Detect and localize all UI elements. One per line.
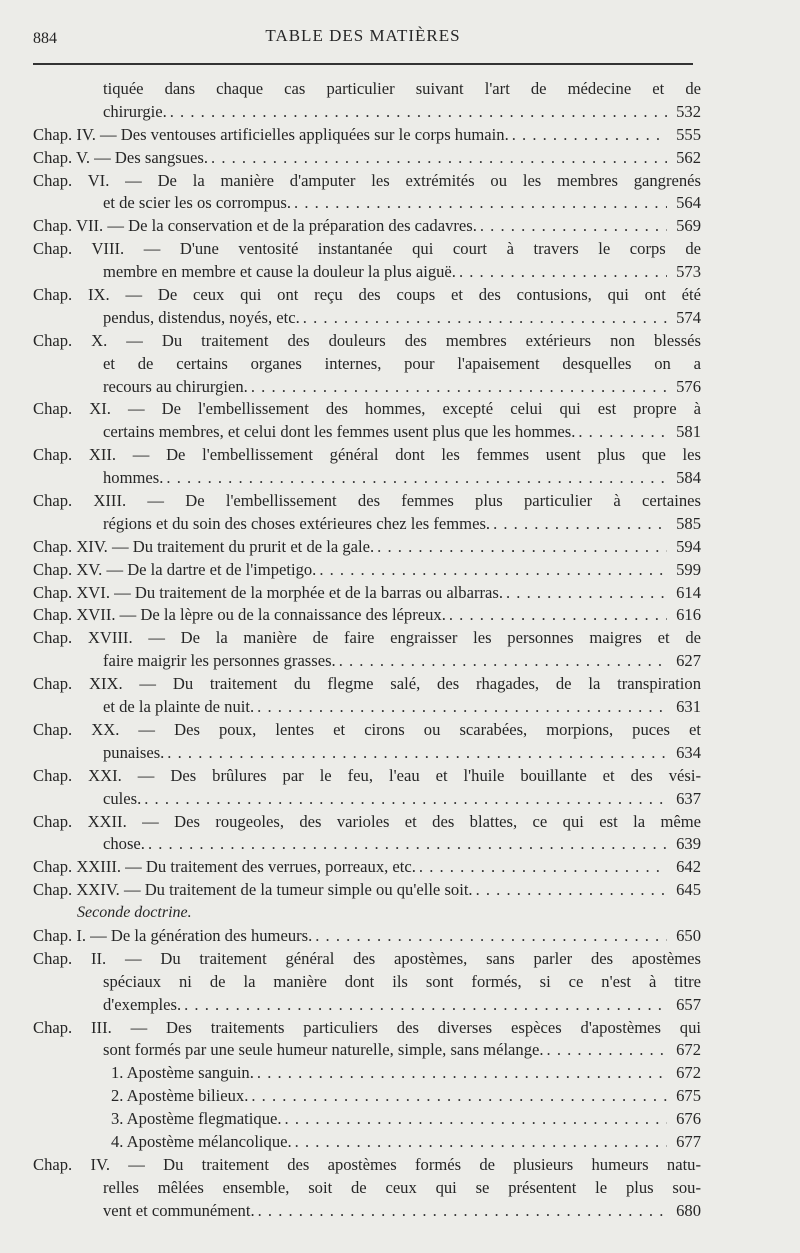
entry-title: 3. Apostème flegmatique. <box>111 1109 282 1129</box>
entry-title: Chap. IV. — Des ventouses artificielles appliquées sur le corps humain. <box>33 124 509 144</box>
entry-title: cules. <box>103 788 142 808</box>
entry-title: et de la plainte de nuit. <box>103 697 255 717</box>
entry-page-number: 564 <box>676 193 701 213</box>
toc-entry <box>33 1085 701 1108</box>
entry-leader-line <box>33 788 701 811</box>
entry-page-number: 584 <box>676 468 701 488</box>
entry-line: Chap. IX. — De ceux qui ont reçu des coups et des contusions, qui ont été <box>33 285 701 305</box>
dot-leader <box>575 421 667 444</box>
dot-leader <box>477 215 667 238</box>
entry-line: Chap. IV. — Du traitement des apostèmes formés de plusieurs humeurs natu- <box>33 1154 701 1174</box>
entry-leader-line <box>33 1085 701 1108</box>
dot-leader <box>446 604 667 627</box>
entry-title: certains membres, et celui dont les femmes usent plus que les hommes. <box>103 422 576 442</box>
entry-line: Chap. II. — Du traitement général des apostèmes, sans parler des apostèmes <box>33 948 701 968</box>
toc-entry <box>33 215 701 238</box>
dot-leader <box>456 261 667 284</box>
entry-page-number: 634 <box>676 742 701 762</box>
entry-title: chose. <box>103 834 145 854</box>
toc-entry <box>33 398 701 444</box>
entry-page-number: 675 <box>676 1086 701 1106</box>
entry-line: Chap. XIX. — Du traitement du flegme salé, des rhagades, de la transpiration <box>33 674 701 694</box>
dot-leader <box>544 1039 667 1062</box>
dot-leader <box>312 925 667 948</box>
entry-title: Chap. XIV. — Du traitement du prurit et de la gale. <box>33 536 375 556</box>
entry-line: Chap. XIII. — De l'embellissement des femmes plus particulier à certaines <box>33 491 701 511</box>
dot-leader <box>509 124 667 147</box>
toc-entry <box>33 238 701 284</box>
entry-leader-line <box>33 696 701 719</box>
dot-leader <box>254 696 667 719</box>
entry-title: et de scier les os corrompus. <box>103 193 292 213</box>
entry-title: punaises. <box>103 742 165 762</box>
entry-page-number: 569 <box>676 216 701 236</box>
entry-leader-line <box>33 833 701 856</box>
entry-page-number: 594 <box>676 536 701 556</box>
entry-leader-line <box>33 1108 701 1131</box>
dot-leader <box>490 513 667 536</box>
entry-leader-line <box>33 467 701 490</box>
entry-leader-line <box>33 650 701 673</box>
entry-leader-line <box>33 925 701 948</box>
entry-leader-line <box>33 261 701 284</box>
entry-leader-line <box>33 1062 701 1085</box>
entry-title: sont formés par une seule humeur naturelle, simple, sans mélange. <box>103 1040 544 1060</box>
entry-leader-line <box>33 879 701 902</box>
entry-leader-line <box>33 1039 701 1062</box>
toc-entry <box>33 536 701 559</box>
entry-title: chirurgie. <box>103 101 167 121</box>
entry-line: et de certains organes internes, pour l'apaisement desquelles on a <box>103 353 701 373</box>
entry-page-number: 657 <box>676 994 701 1014</box>
dot-leader <box>145 833 667 856</box>
toc-entry <box>33 604 701 627</box>
entry-page-number: 672 <box>676 1063 701 1083</box>
entry-line: Chap. XXII. — Des rougeoles, des varioles et des blattes, ce qui est la même <box>33 811 701 831</box>
entry-title: Chap. XV. — De la dartre et de l'impetigo. <box>33 559 317 579</box>
toc-entry <box>33 1131 701 1154</box>
entry-leader-line <box>33 215 701 238</box>
table-of-contents <box>33 78 701 1223</box>
entry-line: Chap. XII. — De l'embellissement général dont les femmes usent plus que les <box>33 445 701 465</box>
entry-leader-line <box>33 856 701 879</box>
entry-leader-line <box>33 101 701 124</box>
entry-page-number: 627 <box>676 651 701 671</box>
entry-page-number: 680 <box>676 1200 701 1220</box>
toc-entry <box>33 78 701 124</box>
entry-leader-line <box>33 192 701 215</box>
entry-line: relles mêlées ensemble, soit de ceux qui se présentent le plus sou- <box>103 1177 701 1197</box>
entry-line: Chap. X. — Du traitement des douleurs des membres extérieurs non blessés <box>33 330 701 350</box>
entry-page-number: 642 <box>676 857 701 877</box>
toc-entry <box>33 284 701 330</box>
dot-leader <box>291 192 667 215</box>
entry-page-number: 576 <box>676 376 701 396</box>
entry-title: 4. Apostème mélancolique. <box>111 1131 292 1151</box>
entry-title: hommes. <box>103 468 164 488</box>
entry-leader-line <box>33 742 701 765</box>
entry-line: Chap. III. — Des traitements particuliers des diverses espèces d'apostèmes qui <box>33 1017 701 1037</box>
entry-leader-line <box>33 994 701 1017</box>
entry-title: vent et communément. <box>103 1200 255 1220</box>
dot-leader <box>167 101 667 124</box>
dot-leader <box>248 376 667 399</box>
dot-leader <box>416 856 667 879</box>
toc-entry <box>33 1108 701 1131</box>
entry-page-number: 573 <box>676 262 701 282</box>
entry-page-number: 614 <box>676 582 701 602</box>
entry-title: membre en membre et cause la douleur la plus aiguë. <box>103 262 456 282</box>
entry-leader-line <box>33 124 701 147</box>
entry-page-number: 585 <box>676 513 701 533</box>
page-header <box>33 20 693 50</box>
entry-title: faire maigrir les personnes grasses. <box>103 651 336 671</box>
entry-page-number: 555 <box>676 124 701 144</box>
toc-entry <box>33 1154 701 1223</box>
entry-page-number: 672 <box>676 1040 701 1060</box>
dot-leader <box>181 994 667 1017</box>
entry-title: pendus, distendus, noyés, etc. <box>103 307 300 327</box>
entry-page-number: 677 <box>676 1131 701 1151</box>
toc-entry <box>33 856 701 879</box>
toc-entry <box>33 811 701 857</box>
toc-entry <box>33 147 701 170</box>
toc-entry <box>33 627 701 673</box>
toc-entry <box>33 330 701 399</box>
entry-page-number: 650 <box>676 925 701 945</box>
entry-title: Chap. XXIV. — Du traitement de la tumeur simple ou qu'elle soit. <box>33 880 473 900</box>
entry-page-number: 637 <box>676 788 701 808</box>
dot-leader <box>374 536 667 559</box>
entry-page-number: 645 <box>676 880 701 900</box>
entry-leader-line <box>33 582 701 605</box>
dot-leader <box>292 1131 667 1154</box>
entry-title: 1. Apostème sanguin. <box>111 1063 254 1083</box>
entry-leader-line <box>33 559 701 582</box>
entry-title: Chap. XVI. — Du traitement de la morphée et de la barras ou albarras. <box>33 582 503 602</box>
dot-leader <box>248 1085 667 1108</box>
toc-entry <box>33 719 701 765</box>
entry-title: Chap. XXIII. — Du traitement des verrues, porreaux, etc. <box>33 857 416 877</box>
dot-leader <box>164 742 667 765</box>
entry-line: Chap. VIII. — D'une ventosité instantanée qui court à travers le corps de <box>33 239 701 259</box>
entry-line: Chap. XXI. — Des brûlures par le feu, l'eau et l'huile bouillante et des vési- <box>33 765 701 785</box>
entry-leader-line <box>33 376 701 399</box>
entry-page-number: 532 <box>676 101 701 121</box>
entry-title: 2. Apostème bilieux. <box>111 1086 249 1106</box>
entry-page-number: 581 <box>676 422 701 442</box>
toc-entry <box>33 1017 701 1063</box>
entry-title: Chap. XVII. — De la lèpre ou de la connaissance des lépreux. <box>33 605 446 625</box>
dot-leader <box>300 307 667 330</box>
header-rule <box>33 63 693 65</box>
dot-leader <box>208 147 667 170</box>
toc-entry <box>33 559 701 582</box>
entry-title: régions et du soin des choses extérieures chez les femmes. <box>103 513 491 533</box>
dot-leader <box>254 1062 667 1085</box>
entry-leader-line <box>33 1131 701 1154</box>
dot-leader <box>163 467 667 490</box>
entry-title: Chap. I. — De la génération des humeurs. <box>33 925 313 945</box>
toc-entry <box>33 765 701 811</box>
section-title: Seconde doctrine. <box>77 904 192 922</box>
page-number: 884 <box>33 30 57 47</box>
entry-leader-line <box>33 604 701 627</box>
entry-line: Chap. XVIII. — De la manière de faire engraisser les personnes maigres et de <box>33 628 701 648</box>
entry-title: Chap. V. — Des sangsues. <box>33 147 209 167</box>
entry-line: Chap. XI. — De l'embellissement des hommes, excepté celui qui est propre à <box>33 399 701 419</box>
entry-leader-line <box>33 513 701 536</box>
entry-leader-line <box>33 536 701 559</box>
toc-entry <box>33 582 701 605</box>
entry-page-number: 562 <box>676 147 701 167</box>
dot-leader <box>141 788 667 811</box>
dot-leader <box>473 879 667 902</box>
dot-leader <box>336 650 667 673</box>
toc-entry <box>33 444 701 490</box>
entry-page-number: 599 <box>676 559 701 579</box>
toc-entry <box>33 948 701 1017</box>
entry-title: recours au chirurgien. <box>103 376 248 396</box>
dot-leader <box>282 1108 667 1131</box>
entry-page-number: 616 <box>676 605 701 625</box>
entry-leader-line <box>33 1200 701 1223</box>
entry-page-number: 676 <box>676 1109 701 1129</box>
toc-entry <box>33 925 701 948</box>
entry-title: Chap. VII. — De la conservation et de la préparation des cadavres. <box>33 216 477 236</box>
entry-line: Chap. XX. — Des poux, lentes et cirons ou scarabées, morpions, puces et <box>33 719 701 739</box>
entry-leader-line <box>33 307 701 330</box>
entry-page-number: 574 <box>676 307 701 327</box>
dot-leader <box>503 582 667 605</box>
toc-entry <box>33 124 701 147</box>
entry-page-number: 639 <box>676 834 701 854</box>
running-title: TABLE DES MATIÈRES <box>265 26 461 45</box>
toc-entry <box>33 490 701 536</box>
entry-leader-line <box>33 147 701 170</box>
entry-title: d'exemples. <box>103 994 182 1014</box>
toc-entry <box>33 673 701 719</box>
entry-page-number: 631 <box>676 697 701 717</box>
toc-entry <box>33 1062 701 1085</box>
dot-leader <box>316 559 667 582</box>
entry-line: tiquée dans chaque cas particulier suivant l'art de médecine et de <box>103 79 701 98</box>
toc-entry <box>33 170 701 216</box>
entry-leader-line <box>33 421 701 444</box>
dot-leader <box>255 1200 667 1223</box>
entry-line: spéciaux ni de la manière dont ils sont formés, si ce n'est à titre <box>103 971 701 991</box>
toc-entry <box>33 879 701 902</box>
entry-line: Chap. VI. — De la manière d'amputer les extrémités ou les membres gangrenés <box>33 170 701 190</box>
